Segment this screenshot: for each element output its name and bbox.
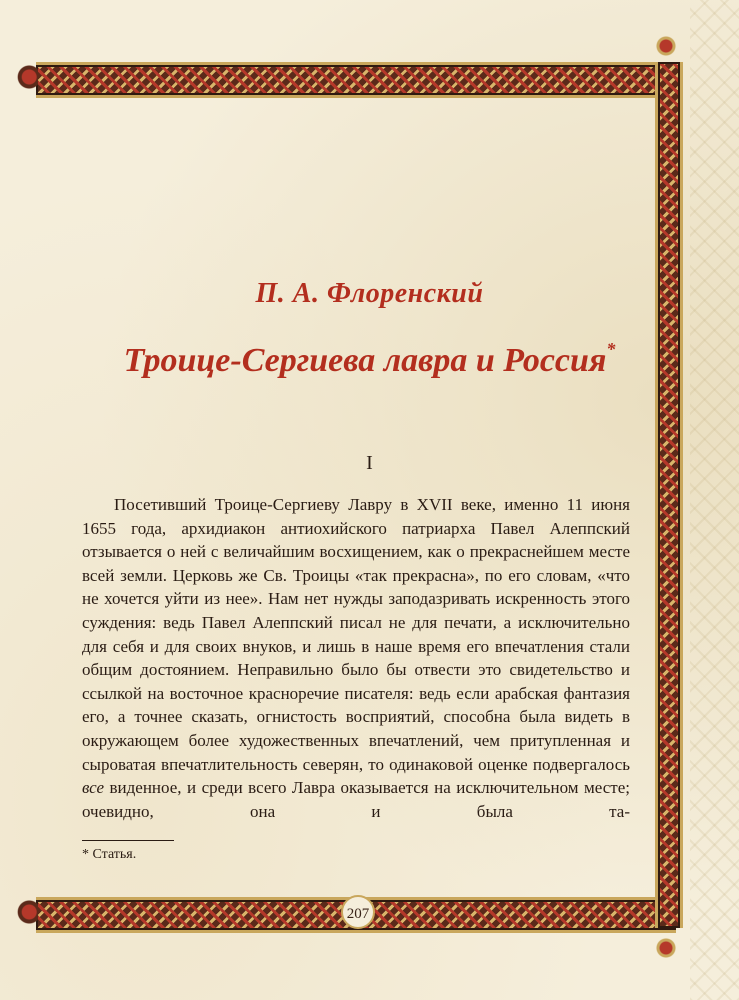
title-text: Троице-Сергиева лавра и Россия: [123, 342, 607, 379]
ornamental-margin: [690, 0, 739, 1000]
top-finial-ornament: [655, 28, 677, 64]
paragraph-text-end: виденное, и среди всего Лавра оказывается на исключительном месте; очевидно, она и была та-: [82, 778, 630, 821]
title-footnote-mark: *: [606, 338, 616, 359]
footnote: * Статья.: [82, 847, 137, 862]
body-text: [82, 493, 630, 823]
top-border-end-ornament: [16, 62, 38, 92]
footnote-rule: [82, 840, 174, 841]
author-name: П. А. Флоренский: [255, 278, 484, 309]
top-ornamental-border: [36, 62, 676, 98]
right-ornamental-border: [655, 62, 683, 928]
article-title: [0, 338, 739, 380]
section-number: I: [366, 452, 373, 474]
bottom-border-end-ornament: [16, 897, 38, 927]
page-number: 207: [341, 895, 375, 929]
paragraph-text: Посетивший Троице-Сергиеву Лавру в XVII веке, именно 11 июня 1655 года, архидиакон антиохийского патриарха Павел Алеппский отзывается о ней с величайшим восхищением, как о прекраснейшем месте всей земли. Церковь же Св. Троицы «так прекрасна», по его словам, «что не хочется уйти из нее». Нам нет нужды заподазривать искренность этого суждения: ведь Павел Алеппский писал не для печати, а исключительно для себя и для своих внуков, и лишь в наше время его впечатления стали общим достоянием. Неправильно было бы отвести это свидетельство и ссылкой на восточное красноречие писателя: ведь если арабская фантазия его, а точнее сказать, огнистость восприятий, способна была видеть в окружающем более художественных впечатлений, чем притупленная и сыроватая впечатлительность северян, то одинаковой оценке подвергалось: [82, 495, 630, 774]
paragraph-italic-text: все: [82, 778, 105, 798]
bottom-finial-ornament: [655, 930, 677, 966]
paragraph: [82, 493, 630, 823]
